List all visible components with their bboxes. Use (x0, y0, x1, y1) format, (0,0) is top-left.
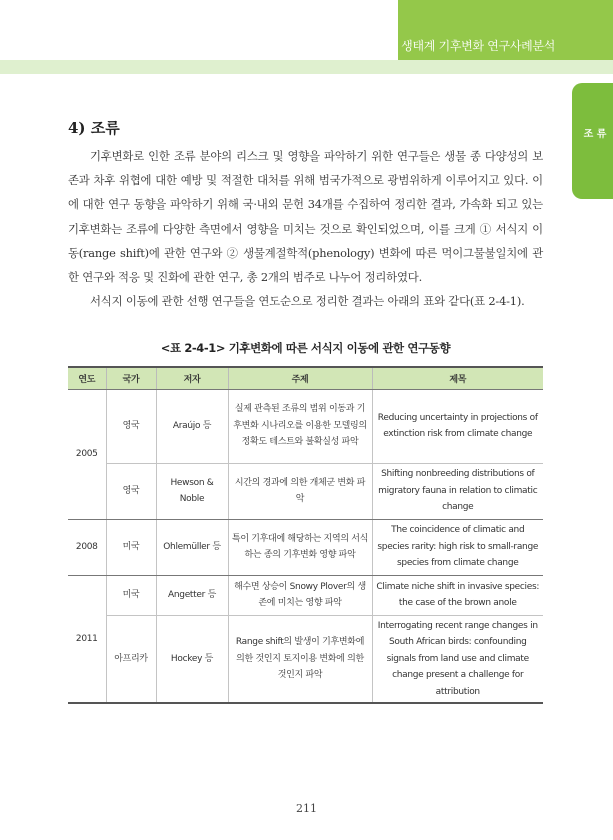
cell-year: 2011 (68, 575, 106, 703)
body-text (68, 144, 543, 313)
cell-author: Ohlemüller 등 (156, 519, 228, 575)
cell-topic: 시간의 경과에 의한 개체군 변화 파악 (228, 463, 372, 519)
chapter-side-tab (572, 83, 613, 199)
cell-title: Interrogating recent range changes in South African birds: confounding signals from land use and climate change present a challenge for attribution (372, 615, 543, 703)
table-row (68, 463, 543, 519)
cell-author: Hewson & Noble (156, 463, 228, 519)
cell-year: 2008 (68, 519, 106, 575)
cell-country: 미국 (106, 519, 156, 575)
table-header-row (68, 367, 543, 389)
cell-author: Araújo 등 (156, 389, 228, 463)
chapter-side-tab-label: 조 류 (583, 129, 607, 140)
table-row (68, 389, 543, 463)
column-header-country: 국가 (106, 367, 156, 389)
header-pale-stripe (0, 60, 613, 74)
cell-topic: 실제 관측된 조류의 범위 이동과 기후변화 시나리오를 이용한 모델링의 정확도 테스트와 불확실성 파악 (228, 389, 372, 463)
table-row (68, 575, 543, 615)
column-header-author: 저자 (156, 367, 228, 389)
cell-country: 영국 (106, 463, 156, 519)
header-bar (0, 0, 613, 74)
header-white-notch (0, 0, 398, 60)
paragraph: 기후변화로 인한 조류 분야의 리스크 및 영향을 파악하기 위한 연구들은 생물 종 다양성의 보존과 차후 위협에 대한 예방 및 적절한 대처를 위해 범국가적으로 광범위하게 이루어지고 있다. 이에 대한 연구 동향을 파악하기 위해 국·내외 문헌 34개를 수집하여 정리한 결과, 가속화 되고 있는 기후변화는 조류에 다양한 측면에서 영향을 미치는 것으로 확인되었으며, 이를 크게 ① 서식지 이동(range shift)에 관한 연구와 ② 생물계절학적(phenology) 변화에 따른 먹이그물불일치에 관한 연구와 적응 및 진화에 관한 연구, 총 2개의 범주로 나누어 정리하였다. (68, 149, 543, 285)
column-header-title: 제목 (372, 367, 543, 389)
cell-year: 2005 (68, 389, 106, 519)
cell-title: Shifting nonbreeding distributions of migratory fauna in relation to climatic change (372, 463, 543, 519)
paragraph: 서식지 이동에 관한 선행 연구들을 연도순으로 정리한 결과는 아래의 표와 같다(표 2-4-1). (90, 294, 525, 309)
cell-title: Climate niche shift in invasive species: the case of the brown anole (372, 575, 543, 615)
table-row (68, 519, 543, 575)
cell-topic: Range shift의 발생이 기후변화에 의한 것인지 토지이용 변화에 의한 것인지 파악 (228, 615, 372, 703)
cell-country: 미국 (106, 575, 156, 615)
running-header-title: 생태계 기후변화 연구사례분석 (401, 39, 555, 53)
cell-title: The coincidence of climatic and species rarity: high risk to small-range species from climate change (372, 519, 543, 575)
research-trend-table (68, 366, 543, 704)
cell-country: 아프리카 (106, 615, 156, 703)
cell-author: Hockey 등 (156, 615, 228, 703)
cell-author: Angetter 등 (156, 575, 228, 615)
section-heading: 4) 조류 (68, 119, 120, 137)
table-caption: <표 2-4-1> 기후변화에 따른 서식지 이동에 관한 연구동향 (160, 341, 451, 355)
page-number: 211 (296, 802, 317, 815)
cell-country: 영국 (106, 389, 156, 463)
cell-title: Reducing uncertainty in projections of extinction risk from climate change (372, 389, 543, 463)
cell-topic: 특이 기후대에 해당하는 지역의 서식하는 종의 기후변화 영향 파악 (228, 519, 372, 575)
cell-topic: 해수면 상승이 Snowy Plover의 생존에 미치는 영향 파악 (228, 575, 372, 615)
column-header-topic: 주제 (228, 367, 372, 389)
column-header-year: 연도 (68, 367, 106, 389)
table-row (68, 615, 543, 703)
